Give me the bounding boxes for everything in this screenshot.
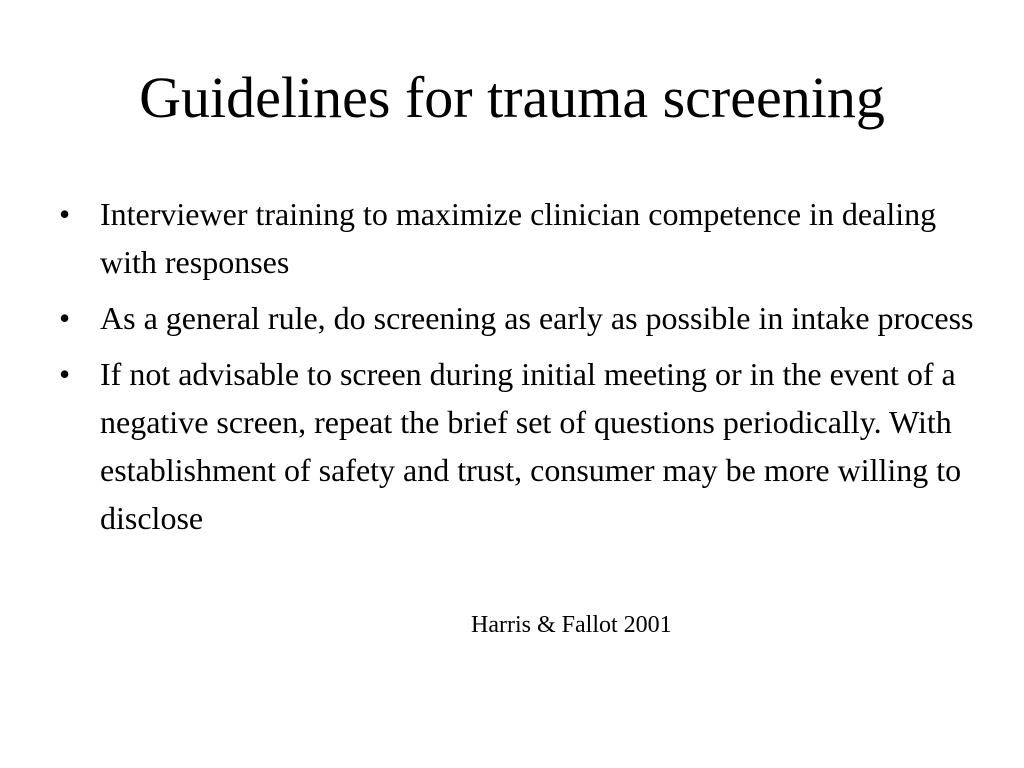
slide-title: Guidelines for trauma screening: [139, 65, 885, 130]
bullet-item: [57, 190, 977, 286]
bullet-text: If not advisable to screen during initial meeting or in the event of a negative screen, repeat the brief set of questions periodically. With establishment of safety and trust, consumer may be more willing to disclose: [100, 356, 962, 536]
bullet-text: Interviewer training to maximize clinician competence in dealing with responses: [100, 196, 937, 280]
citation: Harris & Fallot 2001: [471, 612, 672, 638]
bullet-marker-icon: •: [59, 196, 71, 232]
bullet-list: [57, 190, 977, 550]
bullet-item: [57, 350, 977, 542]
bullet-marker-icon: •: [59, 356, 71, 392]
bullet-marker-icon: •: [59, 300, 71, 336]
bullet-text: As a general rule, do screening as early as possible in intake process: [100, 300, 974, 336]
bullet-item: [57, 294, 977, 342]
